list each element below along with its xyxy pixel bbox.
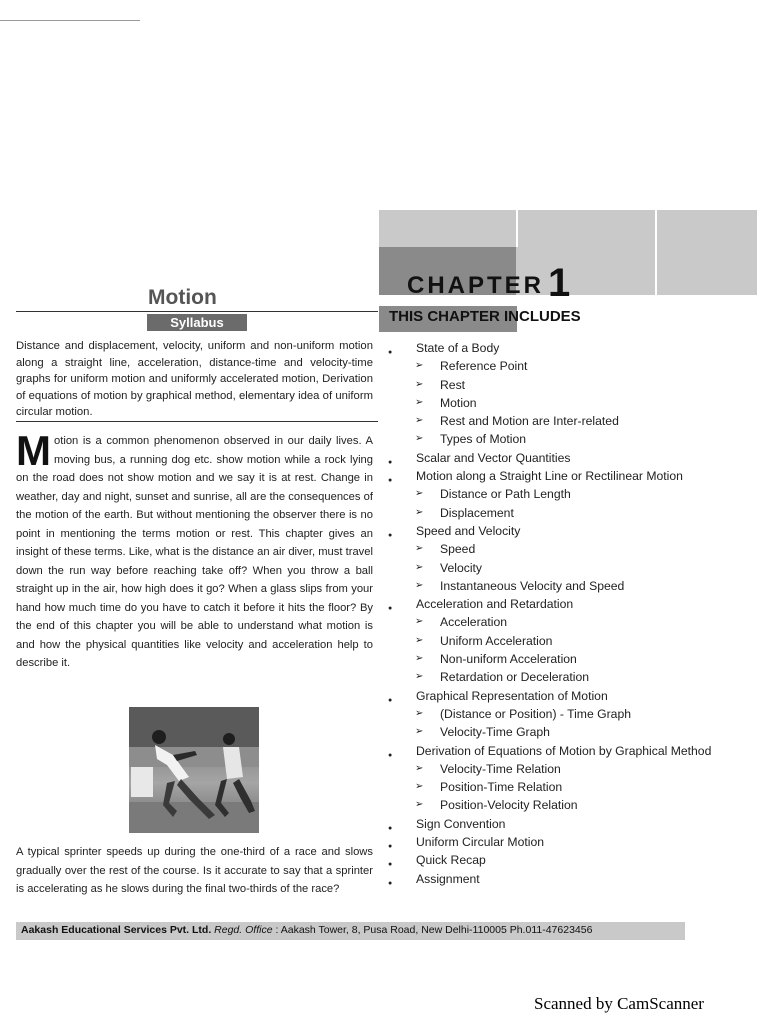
toc-item [388,870,718,888]
bullet-icon: ● [388,531,393,539]
bullet-icon: ● [388,696,393,704]
toc-item [388,522,718,540]
toc-item [388,595,718,613]
toc-text: Sign Convention [416,816,506,831]
includes-part1: THIS CHAPTER [389,308,500,325]
toc-text: Non-uniform Acceleration [440,652,577,667]
toc-subitem [388,485,718,503]
drop-cap: M [16,427,51,474]
toc-text: Velocity-Time Graph [440,725,550,740]
toc-text: Scalar and Vector Quantities [416,450,571,465]
bullet-icon: ● [388,861,393,869]
bullet-icon: ● [388,349,393,356]
bullet-icon: ● [388,605,393,613]
toc-subitem [388,430,718,448]
toc-text: Velocity-Time Relation [440,761,561,776]
toc-item [388,467,718,485]
toc-subitem [388,613,718,631]
toc-text: Acceleration [440,615,508,630]
toc-text: Motion along a Straight Line or Rectilinear Motion [416,469,683,484]
toc-text: Instantaneous Velocity and Speed [440,578,625,593]
toc-text: Displacement [440,505,514,520]
arrow-bullet-icon: ➢ [415,433,424,445]
toc-text: Reference Point [440,359,528,374]
toc-text: Uniform Circular Motion [416,835,544,850]
intro-text: otion is a common phenomenon observed in our daily lives. A moving bus, a running dog etc. show motion while a rock lying on the road does not show motion and we say it is at rest. Change in weather, day and night, sunset and sunrise, all are the consequences of the motion of the earth. But without mentioning the observer there is no point in mentioning the terms motion or rest. This chapter gives an insight of these terms. Like, what is the distance an air diver, must travel down the run way before reaching take off? When you throw a ball straight up in the air, how high does it go? When a glass slips from your hand how much time do you have to catch it before it hits the floor? By the end of this chapter you will be able to understand what motion is and how the physical quantities like velocity and acceleration help to describe it. [16,435,373,669]
arrow-bullet-icon: ➢ [415,781,424,793]
chapter-header-grid [379,210,757,247]
bullet-icon: ● [388,458,393,466]
toc-text: Assignment [416,871,480,886]
toc-item [388,687,718,705]
syllabus-label: Syllabus [147,314,247,331]
toc-text: Acceleration and Retardation [416,597,574,612]
footer-org: Aakash Educational Services Pvt. Ltd. [21,924,212,936]
syllabus-rule [16,421,378,422]
toc-subitem [388,760,718,778]
chapter-includes-heading [389,308,581,325]
toc-text: Position-Velocity Relation [440,798,578,813]
arrow-bullet-icon: ➢ [415,579,424,591]
toc-subitem [388,650,718,668]
arrow-bullet-icon: ➢ [415,799,424,811]
arrow-bullet-icon: ➢ [415,415,424,427]
toc-text: Types of Motion [440,432,527,447]
toc-text: (Distance or Position) - Time Graph [440,706,632,721]
toc-subitem [388,796,718,814]
toc-subitem [388,559,718,577]
chapter-label: CHAPTER [407,272,545,299]
arrow-bullet-icon: ➢ [415,616,424,628]
toc-text: State of a Body [416,341,500,355]
bullet-icon: ● [388,843,393,851]
sprinters-photo [129,707,259,833]
footer-reg-label: Regd. Office [214,924,273,936]
toc-item [388,851,718,869]
arrow-bullet-icon: ➢ [415,762,424,774]
toc-text: Distance or Path Length [440,487,571,502]
toc-subitem [388,668,718,686]
arrow-bullet-icon: ➢ [415,634,424,646]
toc-item [388,449,718,467]
bullet-icon: ● [388,751,393,759]
syllabus-text: Distance and displacement, velocity, uniform and non-uniform motion along a straight line, acceleration, distance-time and velocity-time graphs for uniform motion and uniformly accelerated motion, Derivation of equations of motion by graphical method, elementary idea of uniform circular motion. [16,340,373,419]
arrow-bullet-icon: ➢ [415,726,424,738]
toc-text: Position-Time Relation [440,780,563,795]
toc-text: Motion [440,395,477,410]
top-rule [0,20,140,21]
toc-item [388,339,718,357]
toc-text: Derivation of Equations of Motion by Graphical Method [416,743,712,758]
toc-subitem [388,412,718,430]
toc-text: Velocity [440,560,483,575]
toc-text: Rest and Motion are Inter-related [440,414,619,429]
scanner-watermark: Scanned by CamScanner [534,994,704,1013]
toc-text: Uniform Acceleration [440,633,553,648]
toc-subitem [388,705,718,723]
arrow-bullet-icon: ➢ [415,653,424,665]
toc-text: Quick Recap [416,853,486,868]
arrow-bullet-icon: ➢ [415,543,424,555]
toc-text: Retardation or Deceleration [440,670,590,685]
arrow-bullet-icon: ➢ [415,360,424,372]
toc-subitem [388,357,718,375]
toc-subitem [388,504,718,522]
footer-text [21,924,592,936]
toc-item [388,833,718,851]
toc-subitem [388,394,718,412]
arrow-bullet-icon: ➢ [415,561,424,573]
footer-address: : Aakash Tower, 8, Pusa Road, New Delhi-110005 Ph.011-47623456 [275,924,593,936]
toc-subitem [388,723,718,741]
toc-subitem [388,632,718,650]
toc-item [388,742,718,760]
bullet-icon: ● [388,879,393,887]
toc-text: Speed and Velocity [416,523,521,538]
toc-subitem [388,376,718,394]
arrow-bullet-icon: ➢ [415,488,424,500]
includes-part2: INCLUDES [499,308,581,325]
bullet-icon: ● [388,477,393,485]
toc-subitem [388,778,718,796]
toc-subitem [388,577,718,595]
bullet-icon: ● [388,824,393,832]
toc-item [388,815,718,833]
intro-paragraph [16,427,373,673]
title-rule [16,311,378,312]
arrow-bullet-icon: ➢ [415,671,424,683]
arrow-bullet-icon: ➢ [415,378,424,390]
arrow-bullet-icon: ➢ [415,506,424,518]
photo-caption: A typical sprinter speeds up during the one-third of a race and slows gradually over the rest of the course. Is it accurate to say that a sprinter is accelerating as he slows during the final two-thirds of the race? [16,846,373,895]
arrow-bullet-icon: ➢ [415,707,424,719]
arrow-bullet-icon: ➢ [415,396,424,408]
chapter-title [407,258,570,303]
toc-subitem [388,540,718,558]
toc-text: Rest [440,377,466,392]
chapter-toc [388,339,718,888]
toc-text: Speed [440,542,476,557]
chapter-number: 1 [548,261,571,305]
toc-text: Graphical Representation of Motion [416,688,608,703]
section-title: Motion [148,286,217,309]
